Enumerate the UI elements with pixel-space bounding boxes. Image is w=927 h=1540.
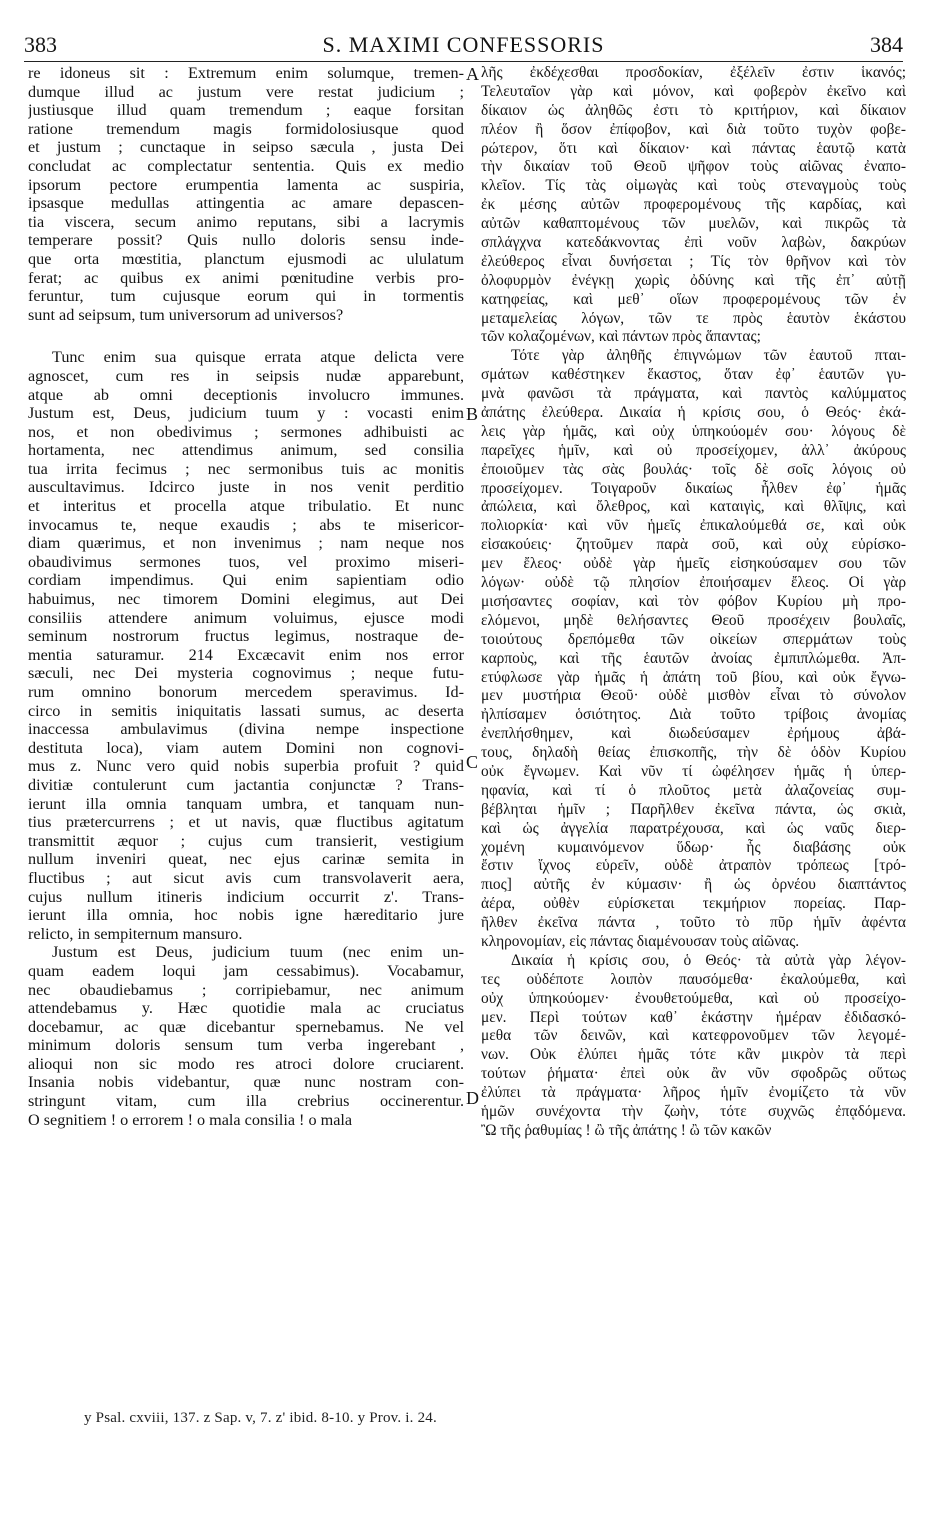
text-line: ὀλοφυρμὸν ἐνέγκῃ χωρὶς ὀδύνης καὶ τῆς ἐπ᾽ αὐτῇ <box>481 271 906 289</box>
text-line: ἐλεύθερος εἶναι δυνήσεται ; Τίς τὸν θρῆνον καὶ τὸν <box>481 252 906 270</box>
text-line: ferat; ac quibus ex animi pœnitudine verbis pro- <box>28 268 464 287</box>
text-line: Δικαία ἡ κρίσις σου, ὁ Θεός· τὰ αὐτὰ γὰρ λέγον- <box>511 951 906 969</box>
text-line: μνὰ φανῶσι τὰ πράγματα, καὶ παντὸς καλύμματος <box>481 385 906 403</box>
text-line: Insania nobis videbantur, quæ nunc nostram con- <box>28 1073 464 1092</box>
text-line: σμάτων καθέστηκεν ἕκαστος, ὅταν ἐφ᾽ ἑαυτῶν γυ- <box>481 366 906 384</box>
text-line: ratione tremendum magis formidolosiusque quod <box>28 119 464 138</box>
text-line: Tunc enim sua quisque errata atque delicta vere <box>52 348 464 367</box>
margin-marker-b: B <box>466 404 479 424</box>
text-line: κλεῖον. Τίς τὰς οἰμωγὰς καὶ τοὺς στεναγμοὺς τοὺς <box>481 177 906 195</box>
text-line: nos, et non obedivimus ; sermones adhibuisti ac <box>28 422 464 441</box>
text-line: transmittit æquor ; cujus cum transierit, vestigium <box>28 831 464 850</box>
text-line: ἐκ μέσης αὐτῶν προφερομένους τῆς καρδίας, καὶ <box>481 196 906 214</box>
text-line: Justum est, Deus, judicium tuum y : vocasti enim <box>28 404 464 423</box>
text-line: ἐνεπλήσθημεν, καὶ διωδεύσαμεν ἐρήμους ἀβά- <box>481 725 906 743</box>
text-line: hortamenta, nec attendimus animum, sed consilia <box>28 441 464 460</box>
text-line: τες οὐδέποτε λοιπὸν παυσόμεθα· ἐκαλούμεθα, καὶ <box>481 970 906 988</box>
text-line: dumque illud ac justum vere restat judicium ; <box>28 82 464 101</box>
text-line: σπλάγχνα κατεδάκνοντας ἐπὶ νοῦν λαβὼν, δακρύων <box>481 234 906 252</box>
text-line: χομένη κυμαινόμενον ὕδωρ· ἧς διαβάσης οὐκ <box>481 838 906 856</box>
text-line: cujus nullum itineris indicium occurrit z'. Trans- <box>28 887 464 906</box>
text-line: divitiæ contulerunt cum jactantia conjunctæ ? Trans- <box>28 775 464 794</box>
text-line: tua irrita fecimus ; nec sermonibus tuis ac monitis <box>28 459 464 478</box>
margin-marker-d: D <box>466 1088 479 1108</box>
text-line: minimum doloris sensum tum verba ingerebant , <box>28 1036 464 1055</box>
text-line: consiliis attendere animum voluimus, ejusce modi <box>28 608 464 627</box>
latin-column <box>28 64 464 1129</box>
text-line: obaudivimus sermones tuos, vel proximo miseri- <box>28 552 464 571</box>
text-line: λῆς ἐκδέχεσθαι προσδοκίαν, ἐξέλεῖν ἐστιν ἱκανός; <box>481 64 906 81</box>
text-line: invocamus te, neque exaudis ; abs te misericor- <box>28 515 464 534</box>
text-line: μεν. Περὶ τούτων καθ᾽ ἑκάστην ἡμέραν ἐδιδασκό- <box>481 1008 906 1026</box>
text-line: εἰσακούεις· ζητοῦμεν παρὰ σοῦ, καὶ οὐχ εὑρίσκο- <box>481 536 906 554</box>
text-line: τῶν κολαζομένων, καὶ πάντων πρὸς ἅπαντας; <box>481 328 761 346</box>
text-line: auscultavimus. Idcirco juste in nos venit perditio <box>28 478 464 497</box>
text-line: inaccessa ambulavimus (divina nempe inspectione <box>28 720 464 739</box>
text-line: λόγων· οὐδὲ τῷ πλησίον ἐποιήσαμεν ἔλεος. Οἱ γὰρ <box>481 574 906 592</box>
text-line: πλέον ἢ ὅσον ἐπίφοβον, καὶ διὰ τοῦτο τυχὸν φοβε- <box>481 120 906 138</box>
text-line: concludat ac complectatur sententia. Quis ex medio <box>28 156 464 175</box>
text-line: μεθα τῶν δεινῶν, καὶ κατεφρονοῦμεν τῶν λεγομέ- <box>481 1027 906 1045</box>
text-line: diam quærimus, et non invenimus ; nam neque nos <box>28 534 464 553</box>
text-line: ἐποιοῦμεν τὰς σὰς βουλάς· τοῖς δὲ σοῖς λόγοις οὐ <box>481 460 906 478</box>
text-line: κληρονομίαν, εἰς πάντας διαμένουσαν τοὺς αἰῶνας. <box>481 932 800 950</box>
text-line: nullum inveniri queat, nec ejus carinæ semita in <box>28 850 464 869</box>
text-line: ετύφλωσε γὰρ ἡμᾶς ἡ ἀπάτη τοῦ βίου, καὶ οὐκ ἔγνω- <box>481 668 906 686</box>
text-line: ierunt illa omnia tanquam umbra, et tanquam nun- <box>28 794 464 813</box>
text-line: ἠλπίσαμεν ὁσιότητος. Διὰ τοῦτο τρίβοις ἀνομίας <box>481 706 906 724</box>
text-line: Justum est Deus, judicium tuum (nec enim un- <box>52 943 464 962</box>
text-line: τους, δηλαδὴ θείας ἐπισκοπῆς, τὴν δὲ ὁδὸν Κυρίου <box>481 744 906 762</box>
margin-marker-a: A <box>466 64 479 84</box>
text-line: ρώτερον, ὅτι καὶ δίκαιον· καὶ πάντας ἑαυτῷ κατὰ <box>481 139 906 157</box>
text-line: mentia saturamur. 214 Excæcavit enim nos error <box>28 645 464 664</box>
left-page-number: 383 <box>24 32 57 57</box>
text-line: justiusque illud quam tremendum ; eaque forsitan <box>28 101 464 120</box>
text-line: ipsasque medullas attingentia ac amare depascen- <box>28 194 464 213</box>
text-line: ipsorum pectore erumpentia lamenta ac suspiria, <box>28 175 464 194</box>
text-line: Τελευταῖον γὰρ καὶ μόνον, καὶ φοβερὸν ἐκεῖνο καὶ <box>481 82 906 100</box>
text-line: τὴν δικαίαν τοῦ Θεοῦ ψῆφον τοὺς αἰῶνας ἐναπο- <box>481 158 906 176</box>
text-line: ἀέρα, οὐθὲν εὑρίσκεται τεκμήριον πορείας. Παρ- <box>481 895 906 913</box>
text-line: relicto, in sempiternum mansuro. <box>28 924 243 943</box>
text-line: et justum ; cunctaque in seipso sæcula , justa Dei <box>28 138 464 157</box>
text-line: fluctibus ; aut sicut avis cum transvolaverit aera, <box>28 868 464 887</box>
text-line: nec obaudiebamus ; corripiebamur, nec animum <box>28 980 464 999</box>
text-line: αὐτῶν καθαπτομένους τῶν μυελῶν, καὶ πικρῶς τὰ <box>481 215 906 233</box>
text-line: que orta mœstitia, planctum ejusmodi ac ululatum <box>28 249 464 268</box>
text-line: alioqui non sic modo res atroci dolore cruciarent. <box>28 1054 464 1073</box>
text-line: quam eadem loqui jam cessabimus). Vocabamur, <box>28 961 464 980</box>
text-line: ἔστιν ἴχνος εὑρεῖν, οὐδὲ ἀτραπὸν τρόπεως [τρό- <box>481 857 906 875</box>
text-line: οὐχ ὑπηκούομεν· ἐνουθετούμεθα, καὶ οὐ προσείχο- <box>481 989 906 1007</box>
text-line: ῆλθεν ἐκεῖνα πάντα , τοῦτο τὸ πῦρ ἡμῖν ἀφέντα <box>481 914 906 932</box>
text-line: destituta loca), viam autem Domini non cognovi- <box>28 738 464 757</box>
text-line: atque ab omni deceptionis involucro immunes. <box>28 385 464 404</box>
text-line: seminum nostrorum fructus legimus, nostraque de- <box>28 627 464 646</box>
text-line: προσείχομεν. Τοιγαροῦν δικαίως ἦλθεν ἐφ᾽ ἡμᾶς <box>481 479 906 497</box>
text-line: O segnitiem ! o errorem ! o mala consilia ! o mala <box>28 1110 353 1129</box>
text-line: agnoscet, cum res in seipsis nudæ apparebunt, <box>28 366 464 385</box>
text-line: stringunt vitam, cum illa crebrius occinerentur. <box>28 1092 464 1111</box>
text-line: mus z. Nunc vero quid nobis superbia profuit ? quid <box>28 757 464 776</box>
text-line: βέβληται ἡμῖν ; Παρῆλθεν ἐκεῖνα πάντα, ὡς σκιὰ, <box>481 800 906 818</box>
text-line: docebamur, ac quæ dicebantur spernebamus. Ne vel <box>28 1017 464 1036</box>
text-line: δίκαιον ὡς ἀληθῶς ἐστι τὸ κριτήριον, καὶ δίκαιον <box>481 101 906 119</box>
footnotes: y Psal. cxviii, 137. z Sap. v, 7. z' ibid. 8-10. y Prov. i. 24. <box>84 1410 437 1426</box>
text-line: ηφανία, καὶ τί ὁ πλοῦτος μετὰ ἀλαζονείας συμ- <box>481 781 906 799</box>
text-line: μεταμελείας λόγων, τῶν τε πρὸς ἑαυτὸν ἑκάστου <box>481 309 906 327</box>
text-line: habuimus, nec timorem Domini elegimus, aut Dei <box>28 590 464 609</box>
text-line: Τότε γὰρ ἀληθῆς ἐπιγνώμων τῶν ἑαυτοῦ πται- <box>511 347 906 365</box>
text-line: πολιορκία· καὶ νῦν ἡμεῖς ἐπικαλούμεθά σε, καὶ οὐκ <box>481 517 906 535</box>
text-line: tia viscera, secum animo reputans, sibi a lacrymis <box>28 212 464 231</box>
text-line: tius prætercurrens ; et ut navis, quæ fluctibus agitatum <box>28 813 464 832</box>
greek-column <box>481 64 906 1141</box>
text-line: μισήσαντες σοφίαν, καὶ τὸν φόβον Κυρίου μὴ προ- <box>481 592 906 610</box>
text-line: τούτων ῥήματα· ἐπεὶ οὐκ ἂν νῦν σφοδρῶς οὕτως <box>481 1065 906 1083</box>
header-rule <box>24 61 903 62</box>
text-line: cordiam impendimus. Qui enim sapientiam odio <box>28 571 464 590</box>
text-line: κατηφείας, καὶ μεθ᾽ οἵων προφερομένους τῶν ἐν <box>481 290 906 308</box>
text-line: παρεῖχες ἡμῖν, καὶ οὐ προσείχομεν, ἀλλ᾽ ἀκύρους <box>481 441 906 459</box>
text-line: καὶ ὡς ἀγγελία παρατρέχουσα, καὶ ὡς ναῦς διερ- <box>481 819 906 837</box>
text-line: attendebamus y. Hæc quotidie mala ac cruciatus <box>28 999 464 1018</box>
text-line: et interitus et procella atque tribulatio. Et nunc <box>28 497 464 516</box>
text-line: re idoneus sit : Extremum enim solumque, tremen- <box>28 64 464 82</box>
text-line: sunt ad seipsum, tum universorum ad universos? <box>28 305 344 324</box>
text-line: circo in semitis iniquitatis lassati sumus, ac deserta <box>28 701 464 720</box>
text-line: feruntur, tum cujusque eorum qui in tormentis <box>28 287 464 306</box>
text-line: ἐλύπει τὰ πράγματα· λῆρος ἡμῖν ἐνομίζετο τὰ νῦν <box>481 1084 906 1102</box>
running-title: S. MAXIMI CONFESSORIS <box>322 32 605 57</box>
text-line: Ὢ τῆς ῥαθυμίας ! ὢ τῆς ἀπάτης ! ὢ τῶν κακῶν <box>481 1121 772 1139</box>
text-line: μεν μυστήρια Θεοῦ· οὐδὲ μισθὸν εἶναι τὸ σύνολον <box>481 687 906 705</box>
text-line: sæculi, nec Dei mysteria cognovimus ; neque futu- <box>28 664 464 683</box>
text-line: μεν ἔλεος· οὐδὲ γὰρ ἡμεῖς εἰσηκούσαμεν σου τῶν <box>481 555 906 573</box>
right-page-number: 384 <box>870 32 903 57</box>
text-line: temperare possit? Quis nullo doloris sensu inde- <box>28 231 464 250</box>
text-line: ἀπώλεια, καὶ ὄλεθρος, καὶ καταιγὶς, καὶ θλῖψις, καὶ <box>481 498 906 516</box>
text-line: λεις γὰρ ἡμᾶς, καὶ οὐχ ὑπηκούομέν σου· λόγους δὲ <box>481 422 906 440</box>
margin-marker-c: C <box>466 752 479 772</box>
text-line: καρποὺς, καὶ τῆς ἑαυτῶν ἀνοίας ἐμπιπλώμεθα. Ἀπ- <box>481 649 906 667</box>
text-line: ἡμῶν συνέχοντα τὴν ζωὴν, τότε συχνῶς ἐπᾳδόμενα. <box>481 1102 906 1120</box>
text-line: τοιούτους δρεπόμεθα τῶν οἰκείων σπερμάτων τοὺς <box>481 630 906 648</box>
text-line <box>28 324 464 348</box>
text-line: πιος] αὐτῆς ἐν κύμασιν· ἢ ὡς ὀρνέου διαπτάντος <box>481 876 906 894</box>
text-line: rum omnino bonorum mercedem speravimus. Id- <box>28 683 464 701</box>
text-line: ἀπάτης ἐλεύθερα. Δικαία ἡ κρίσις σου, ὁ Θεός· ἐκά- <box>481 404 906 422</box>
text-line: ελόμενοι, μηδὲ θελήσαντες Θεοῦ προσέχειν βουλαῖς, <box>481 611 906 629</box>
text-line: οὐκ ἔγνωμεν. Καὶ νῦν τί ὠφέλησεν ἡμᾶς ἡ ὑπερ- <box>481 762 906 780</box>
text-line: ierunt illa omnia, hoc nobis igne hæreditario jure <box>28 906 464 925</box>
text-line: νων. Οὐκ ἐλύπει ἡμᾶς τότε κἂν μικρὸν τὰ περὶ <box>481 1046 906 1064</box>
